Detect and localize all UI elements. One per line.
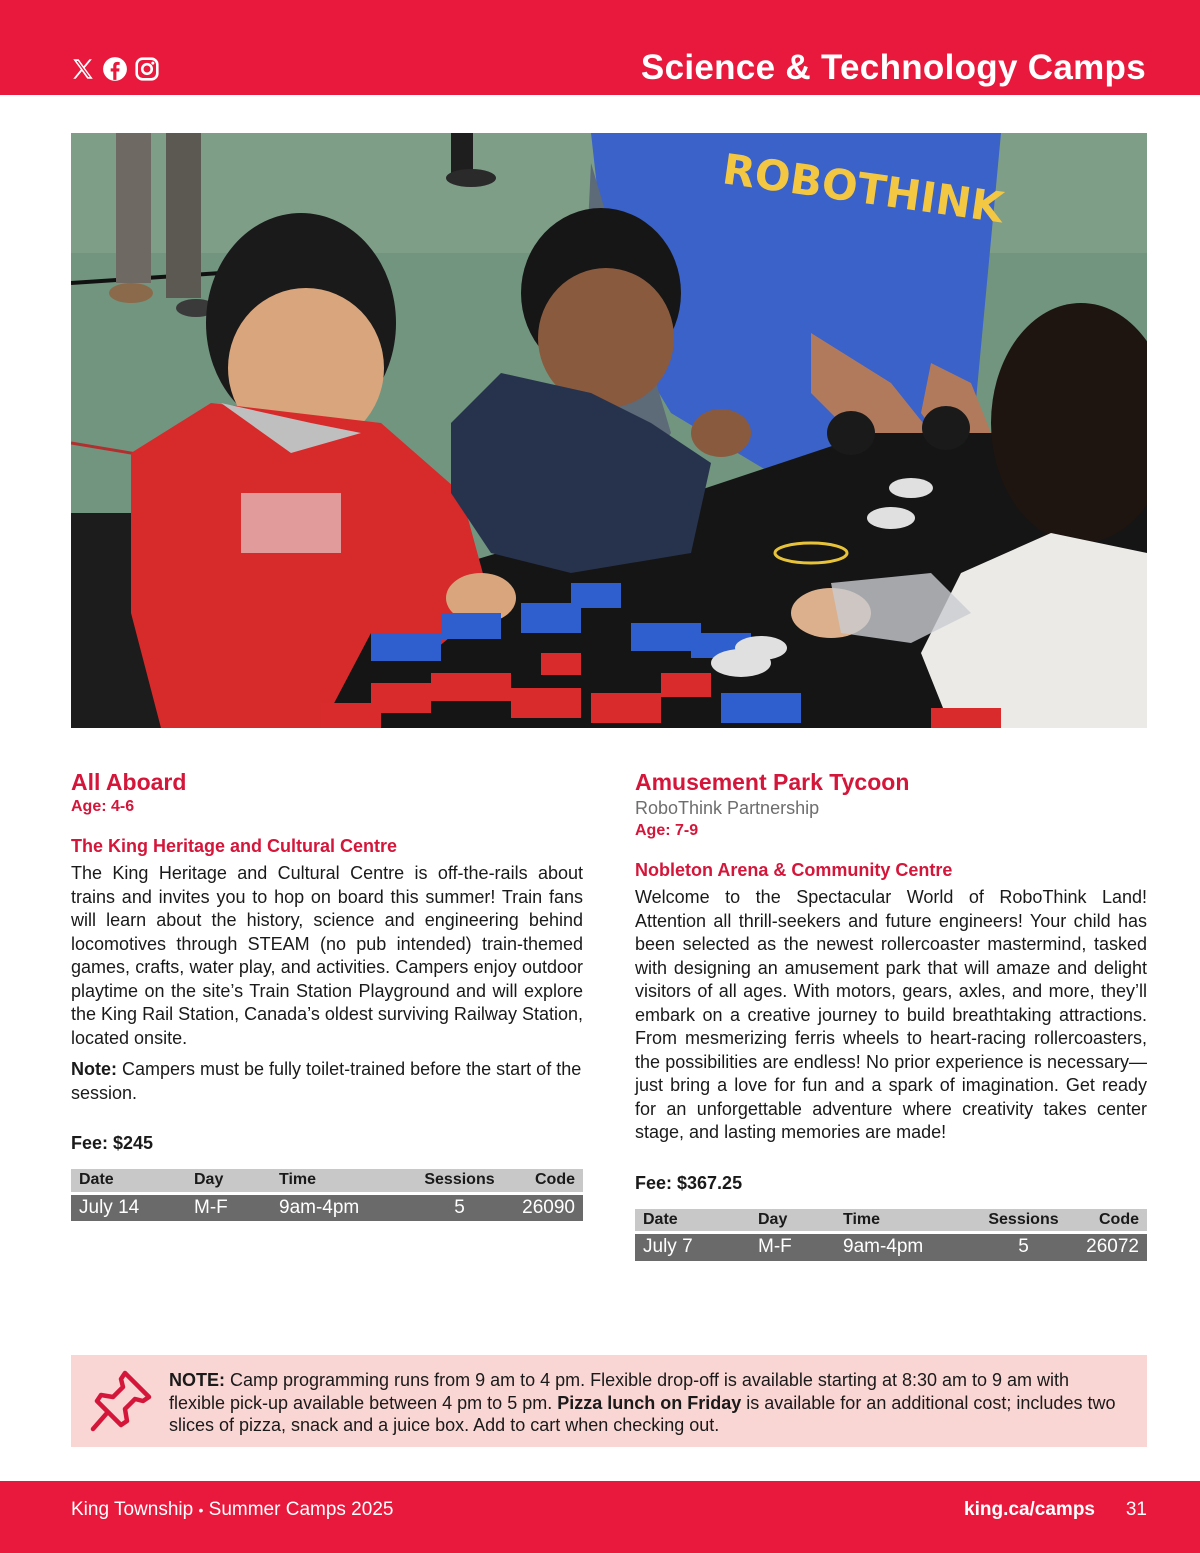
cell-code: 26090 bbox=[508, 1193, 583, 1221]
note-pizza-lunch: Pizza lunch on Friday bbox=[557, 1392, 742, 1413]
cell-sessions: 5 bbox=[411, 1193, 508, 1221]
table-row bbox=[71, 1193, 583, 1221]
header-sessions: Sessions bbox=[411, 1169, 508, 1193]
page-title: Science & Technology Camps bbox=[640, 48, 1146, 87]
header-code: Code bbox=[1072, 1209, 1147, 1233]
camp-age: Age: 7-9 bbox=[635, 822, 699, 839]
header-date: Date bbox=[71, 1169, 186, 1193]
facebook-icon[interactable] bbox=[102, 56, 128, 82]
program-note-box bbox=[71, 1355, 1147, 1447]
header-day: Day bbox=[186, 1169, 271, 1193]
camp-fee: Fee: $245 bbox=[71, 1133, 154, 1153]
cell-code: 26072 bbox=[1072, 1233, 1147, 1261]
cell-day: M-F bbox=[750, 1233, 835, 1261]
camp-title: Amusement Park Tycoon bbox=[635, 769, 910, 795]
schedule-table bbox=[635, 1209, 1147, 1261]
cell-date: July 7 bbox=[635, 1233, 750, 1261]
pushpin-icon bbox=[85, 1365, 157, 1437]
note-text-1: Camp programming runs from 9 am to 4 pm. Flexible drop-off is available starting at 8:30 am to 9 am with flexible pick-up available between 4 pm to 5 pm. bbox=[169, 1370, 1070, 1413]
header-date: Date bbox=[635, 1209, 750, 1233]
x-icon[interactable] bbox=[70, 56, 96, 82]
camp-partner: RoboThink Partnership bbox=[635, 798, 820, 818]
cell-time: 9am-4pm bbox=[271, 1193, 411, 1221]
camp-photo bbox=[71, 133, 1147, 728]
cell-day: M-F bbox=[186, 1193, 271, 1221]
camp-age: Age: 4-6 bbox=[71, 798, 135, 815]
camp-all-aboard bbox=[71, 768, 583, 1221]
camp-location: The King Heritage and Cultural Centre bbox=[71, 836, 398, 856]
social-links bbox=[70, 56, 160, 82]
camp-description: The King Heritage and Cultural Centre is off-the-rails about trains and invites you to hop on board this summer! Train fans will learn about the history, science and engineering behind locomotives through STEAM (no pub intended) train-themed games, crafts, water play, and activities. Campers enjoy outdoor playtime on the site’s Train Station Playground and will explore the King Rail Station, Canada’s oldest surviving Railway Station, located onsite. bbox=[71, 863, 583, 1048]
page-number: 31 bbox=[1125, 1499, 1147, 1520]
robothink-shirt-logo: ROBOTHINK bbox=[719, 144, 1007, 233]
footer-separator: • bbox=[198, 1502, 204, 1518]
camp-amusement-park-tycoon bbox=[635, 768, 1147, 1261]
camp-location: Nobleton Arena & Community Centre bbox=[635, 860, 953, 880]
cell-sessions: 5 bbox=[975, 1233, 1072, 1261]
instagram-icon[interactable] bbox=[134, 56, 160, 82]
table-row bbox=[635, 1233, 1147, 1261]
cell-time: 9am-4pm bbox=[835, 1233, 975, 1261]
footer-url-link[interactable]: king.ca/camps bbox=[964, 1499, 1095, 1520]
camp-title: All Aboard bbox=[71, 769, 187, 795]
camp-note bbox=[71, 1058, 583, 1105]
camp-fee: Fee: $367.25 bbox=[635, 1172, 743, 1193]
page-header bbox=[0, 0, 1200, 95]
header-sessions: Sessions bbox=[975, 1209, 1072, 1233]
header-time: Time bbox=[835, 1209, 975, 1233]
program-note-text bbox=[169, 1369, 1129, 1437]
table-header-row bbox=[71, 1169, 583, 1193]
children-building-robots-image bbox=[71, 133, 1147, 728]
header-day: Day bbox=[750, 1209, 835, 1233]
footer-org-name: King Township bbox=[71, 1499, 194, 1520]
table-header-row bbox=[635, 1209, 1147, 1233]
page-footer bbox=[0, 1481, 1200, 1553]
note-text-2: is available for an additional cost; includes two slices of pizza, snack and a juice box. Add to cart when checking out. bbox=[169, 1392, 1116, 1435]
schedule-table bbox=[71, 1169, 583, 1221]
footer-program: Summer Camps 2025 bbox=[208, 1499, 394, 1520]
note-label: NOTE: bbox=[169, 1370, 225, 1390]
footer-org bbox=[71, 1499, 393, 1521]
camp-note-text: Campers must be fully toilet-trained before the start of the session. bbox=[71, 1059, 582, 1103]
camp-description: Welcome to the Spectacular World of RoboThink Land! Attention all thrill-seekers and future engineers! Your child has been selected as the newest rollercoaster mastermind, tasked with designing an amusement park that will amaze and delight visitors of all ages. With motors, gears, axles, and more, they’ll embark on a creative journey to build breathtaking attractions. From mesmerizing ferris wheels to heart-racing rollercoasters, the possibilities are endless! No prior experience is necessary—just bring a love for fun and a spark of imagination. Get ready for an unforgettable adventure where creativity takes center stage, and lasting memories are made! bbox=[635, 887, 1147, 1142]
header-time: Time bbox=[271, 1169, 411, 1193]
header-code: Code bbox=[508, 1169, 583, 1193]
cell-date: July 14 bbox=[71, 1193, 186, 1221]
camp-note-label: Note: bbox=[71, 1059, 117, 1079]
